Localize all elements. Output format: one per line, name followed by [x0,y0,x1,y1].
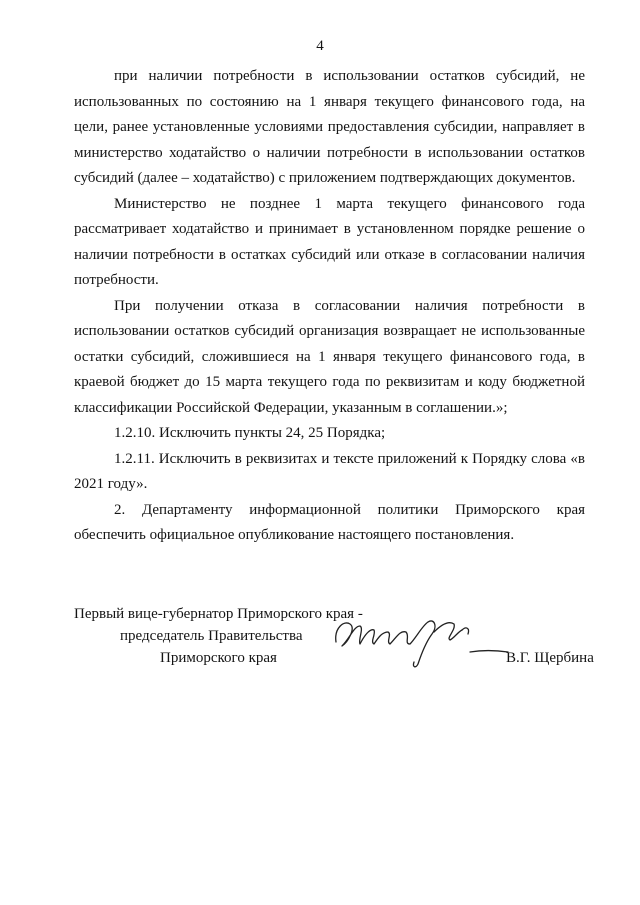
paragraph-ministry-review: Министерство не позднее 1 марта текущего финансового года рассматривает ходатайство и принимает в установленном порядке решение о наличии потребности в остатках субсидий или отказе в согласовании наличия потребности. [74,195,585,288]
paragraph-item-2: 2. Департаменту информационной политики Приморского края обеспечить официальное опубликование настоящего постановления. [74,501,585,543]
paragraph-item-1-2-11: 1.2.11. Исключить в реквизитах и тексте приложений к Порядку слова «в 2021 году». [74,450,585,492]
signer-title-line-1: Первый вице-губернатор Приморского края - [74,606,363,622]
signer-title-line-3: Приморского края [160,650,277,666]
document-body [74,64,585,549]
signer-name: В.Г. Щербина [506,650,594,666]
signer-title-line-2: председатель Правительства [120,628,303,644]
paragraph-item-1-2-10: 1.2.10. Исключить пункты 24, 25 Порядка; [114,425,386,441]
paragraph-remaining-subsidies: при наличии потребности в использовании остатков субсидий, не использованных по состоянию на 1 января текущего финансового года, на цели, ранее установленные условиями предоставления субсидии, направляет в министерство ходатайство о наличии потребности в использовании остатков субсидий (далее – ходатайство) с приложением подтверждающих документов. [74,68,585,186]
paragraph-refusal-return: При получении отказа в согласовании наличия потребности в использовании остатков субсидий организация возвращает не использованные остатки субсидий, сложившиеся на 1 января текущего финансового года, в краевой бюджет до 15 марта текущего года по реквизитам и коду бюджетной классификации Российской Федерации, указанным в соглашении.»; [74,297,585,416]
page-number: 4 [316,38,324,54]
handwritten-signature [330,608,510,672]
